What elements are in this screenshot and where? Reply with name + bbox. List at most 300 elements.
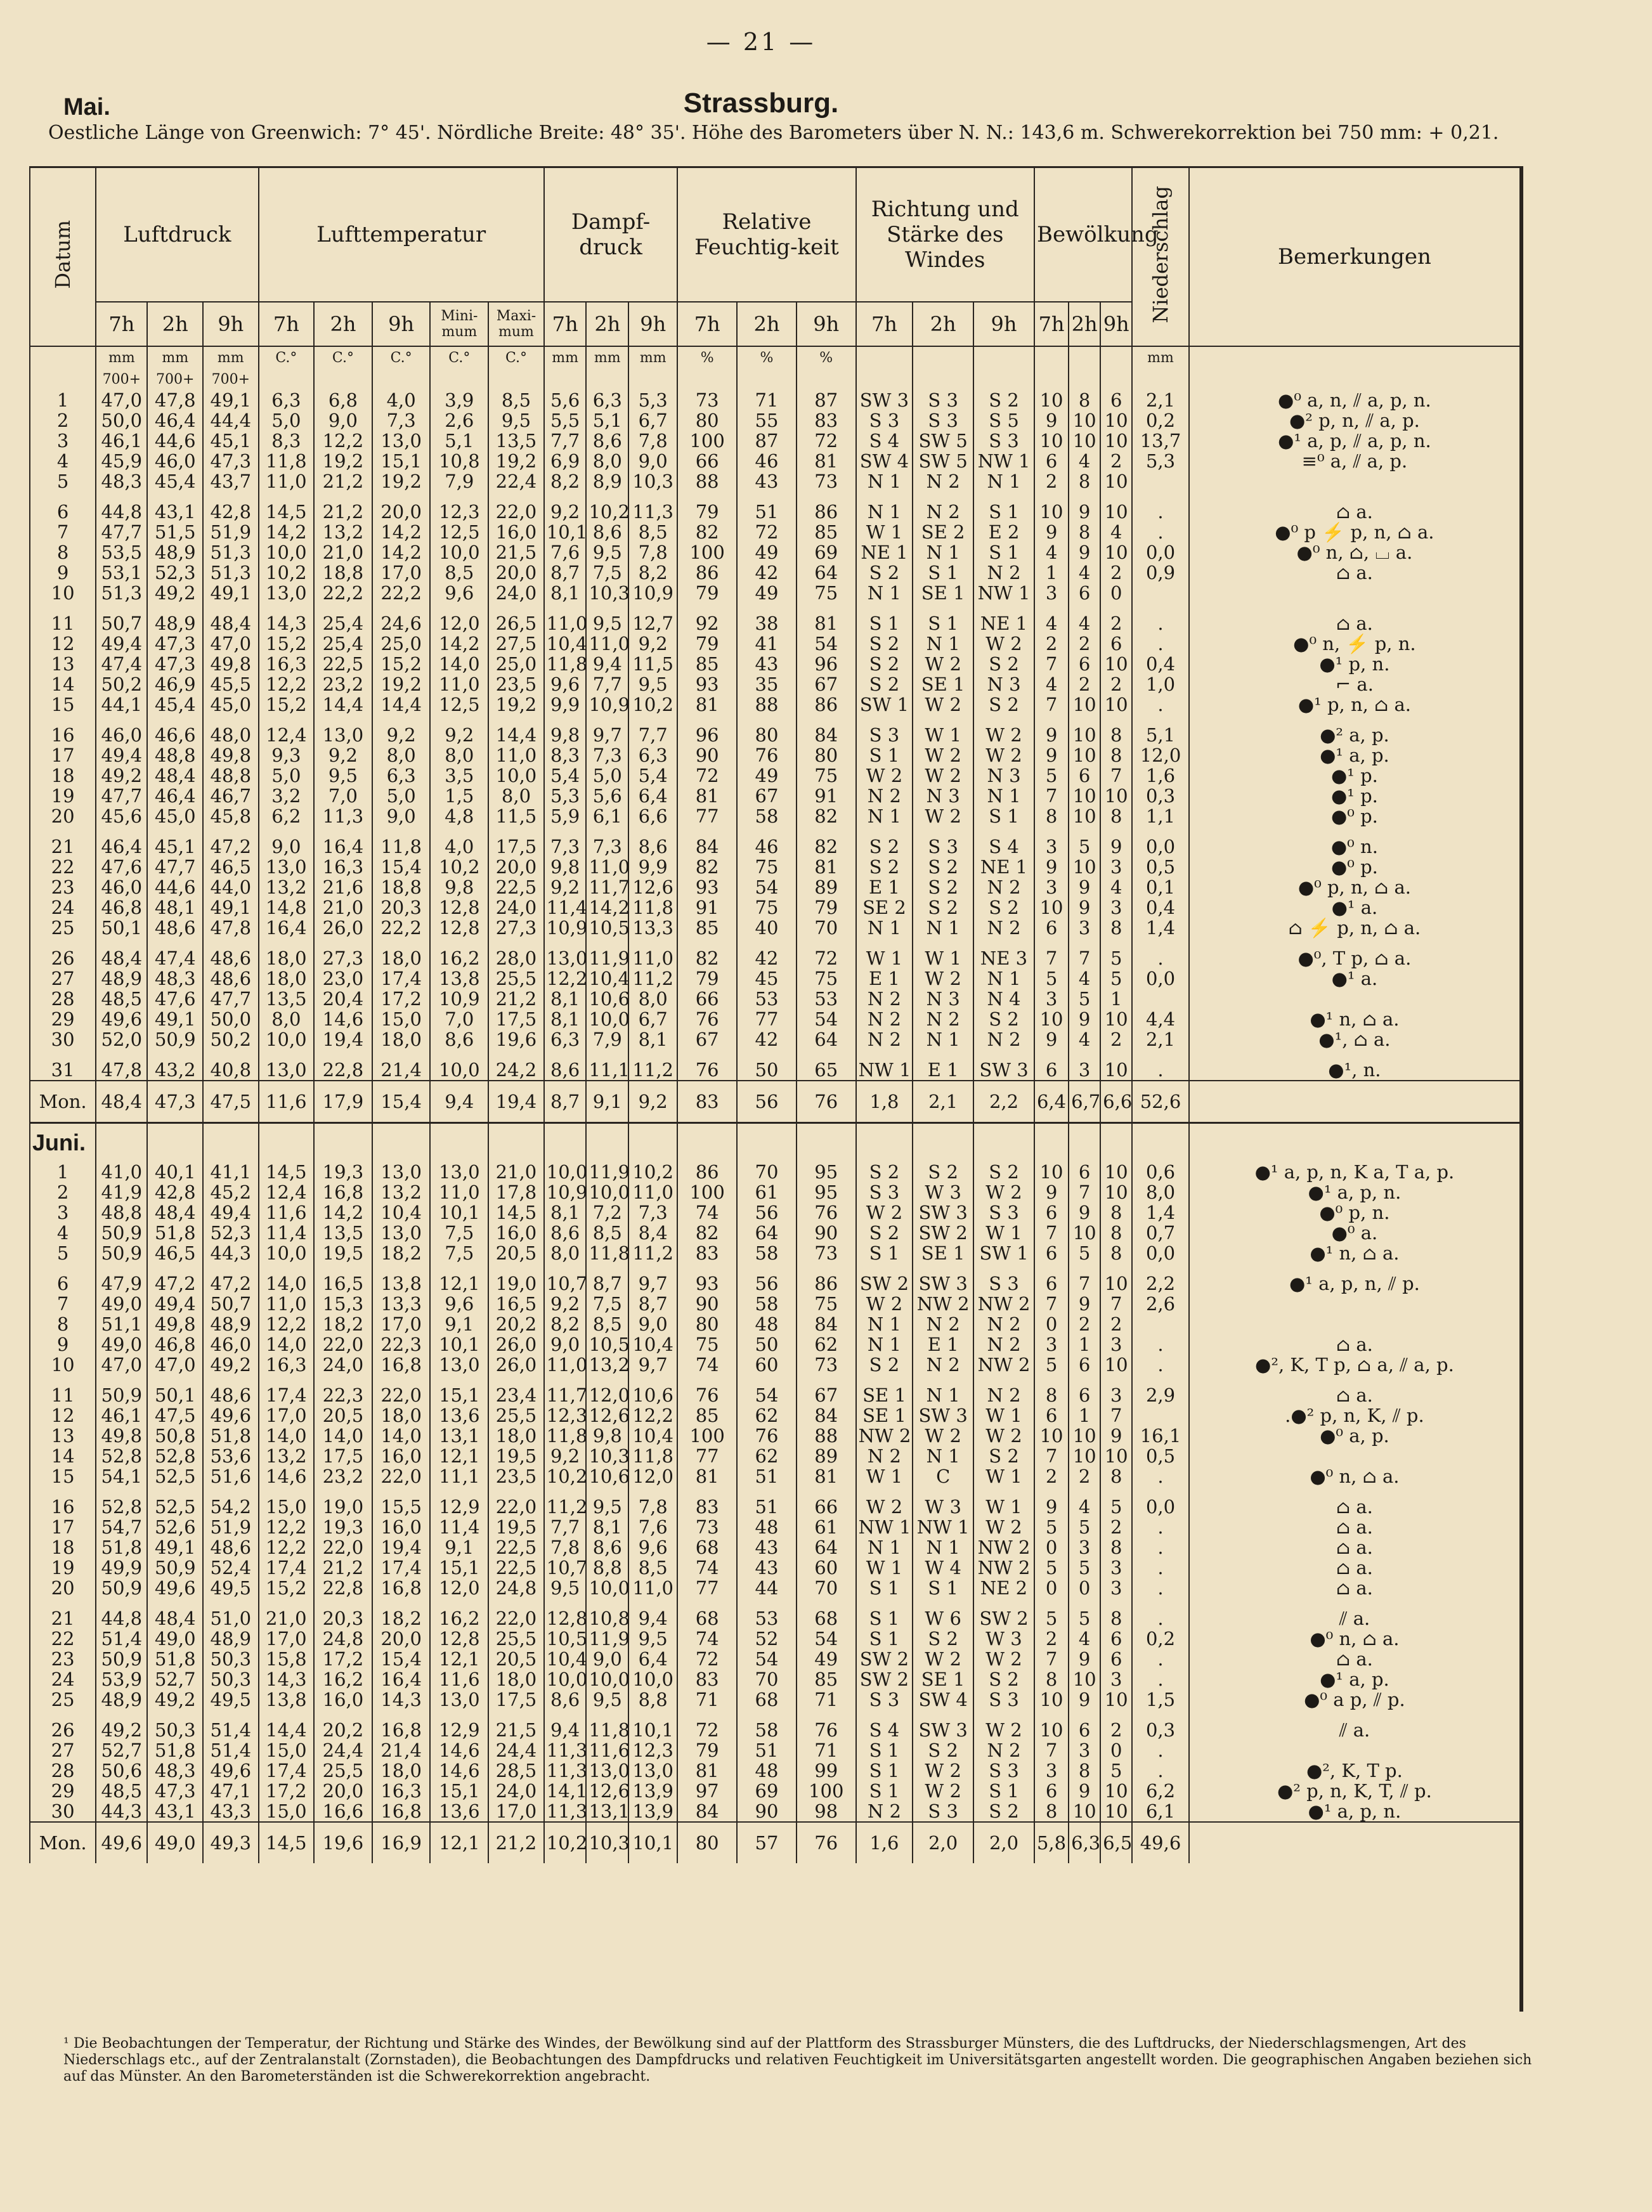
data-cell: 53,9 <box>96 1669 147 1689</box>
data-cell: N 3 <box>913 786 973 806</box>
data-cell: 72 <box>737 522 797 542</box>
data-cell: 24,6 <box>372 613 431 634</box>
data-cell: 8 <box>1100 918 1132 938</box>
data-cell: 20,2 <box>488 1314 544 1334</box>
data-cell: 6,7 <box>628 1009 677 1029</box>
data-cell: S 5 <box>973 410 1034 431</box>
data-cell: 11,9 <box>586 1629 628 1649</box>
data-cell: 24,2 <box>488 1060 544 1081</box>
data-cell: 7 <box>1034 694 1069 715</box>
data-cell: 75 <box>797 968 856 989</box>
data-cell: 14,4 <box>372 694 431 715</box>
data-cell: 52,8 <box>96 1446 147 1466</box>
data-cell: 12,7 <box>628 613 677 634</box>
data-cell: 49,2 <box>203 1355 259 1375</box>
data-cell: 12,8 <box>430 918 488 938</box>
data-cell: 50,9 <box>147 1029 203 1050</box>
data-cell: 66 <box>677 451 737 471</box>
data-cell: W 1 <box>913 948 973 968</box>
data-cell: N 2 <box>973 1314 1034 1334</box>
data-cell: 9,5 <box>586 542 628 563</box>
data-cell: 9 <box>1034 1029 1069 1050</box>
data-cell: 10,1 <box>430 1202 488 1223</box>
data-cell: 83 <box>677 1243 737 1263</box>
data-cell: . <box>1132 1517 1189 1537</box>
data-cell: 49,5 <box>203 1689 259 1710</box>
data-cell: 81 <box>797 613 856 634</box>
data-cell: 8 <box>30 1314 96 1334</box>
data-cell: 2 <box>1034 1629 1069 1649</box>
data-cell: 8 <box>1100 1202 1132 1223</box>
data-cell: 16,6 <box>314 1801 372 1822</box>
data-cell: 11,3 <box>628 502 677 522</box>
data-cell: 8,3 <box>259 431 315 451</box>
data-cell: S 2 <box>973 1009 1034 1029</box>
data-cell: 6 <box>1034 1243 1069 1263</box>
data-cell: 7,6 <box>544 542 587 563</box>
data-cell: 14,5 <box>259 1822 315 1863</box>
data-cell: 18,8 <box>314 563 372 583</box>
data-cell: 8 <box>1100 1537 1132 1558</box>
data-cell: 6,6 <box>628 806 677 826</box>
data-cell: 84 <box>677 836 737 857</box>
data-cell: 2 <box>1069 674 1100 694</box>
data-cell: 6 <box>1100 1629 1132 1649</box>
data-cell: 7 <box>1034 1649 1069 1669</box>
data-cell: 50,9 <box>96 1578 147 1598</box>
data-cell: N 2 <box>913 1355 973 1375</box>
data-cell: 10 <box>1069 1801 1100 1822</box>
data-cell: 21,0 <box>314 542 372 563</box>
data-cell: 4 <box>1069 563 1100 583</box>
table-row <box>30 1801 1519 1822</box>
data-cell: 44,4 <box>203 410 259 431</box>
data-cell: 67 <box>737 786 797 806</box>
data-cell: 19,6 <box>488 1029 544 1050</box>
table-row <box>30 634 1519 654</box>
table-row <box>30 694 1519 715</box>
data-cell: 10,3 <box>628 471 677 491</box>
data-cell: 11,8 <box>544 654 587 674</box>
data-cell: 9 <box>30 1334 96 1355</box>
data-cell: 46 <box>737 451 797 471</box>
data-cell: S 2 <box>973 1162 1034 1182</box>
data-cell: 12,9 <box>430 1497 488 1517</box>
data-cell: 14,5 <box>488 1202 544 1223</box>
data-cell: 4 <box>1069 1029 1100 1050</box>
data-cell: 10,9 <box>544 1182 587 1202</box>
data-cell: 11,6 <box>259 1202 315 1223</box>
data-cell: 48,4 <box>96 1081 147 1123</box>
data-cell: 14,4 <box>488 725 544 745</box>
data-cell: 11 <box>30 613 96 634</box>
data-cell: 13,0 <box>372 1162 431 1182</box>
data-cell: 50,7 <box>96 613 147 634</box>
data-cell: 5 <box>1034 1558 1069 1578</box>
table-row <box>30 1740 1519 1760</box>
data-cell: 46,0 <box>96 877 147 897</box>
data-cell: 82 <box>797 836 856 857</box>
data-cell: 79 <box>677 583 737 603</box>
data-cell: 2 <box>1069 1466 1100 1487</box>
data-cell: 10 <box>1034 897 1069 918</box>
data-cell: 3 <box>1069 1060 1100 1081</box>
data-cell: 11,7 <box>544 1385 587 1405</box>
data-cell: 7,0 <box>314 786 372 806</box>
data-cell: 60 <box>797 1558 856 1578</box>
data-cell: 25,5 <box>314 1760 372 1781</box>
data-cell: 16,3 <box>259 654 315 674</box>
data-cell: 84 <box>797 725 856 745</box>
data-cell: 24,4 <box>488 1740 544 1760</box>
data-cell: 85 <box>677 918 737 938</box>
data-cell: 12,2 <box>259 674 315 694</box>
data-cell: W 2 <box>913 1760 973 1781</box>
data-cell: 52,6 <box>1132 1081 1189 1123</box>
data-cell: 5 <box>1069 989 1100 1009</box>
data-cell: 50,0 <box>96 410 147 431</box>
data-cell: 47,6 <box>96 857 147 877</box>
data-cell: SW 2 <box>856 1273 913 1294</box>
data-cell: 3 <box>1034 836 1069 857</box>
data-cell: 84 <box>677 1801 737 1822</box>
data-cell: N 2 <box>973 1029 1034 1050</box>
data-cell: 10 <box>30 583 96 603</box>
data-cell: 69 <box>737 1781 797 1801</box>
data-cell: 15,0 <box>259 1497 315 1517</box>
data-cell: 19,5 <box>314 1243 372 1263</box>
data-cell: 11 <box>30 1385 96 1405</box>
data-cell: W 2 <box>913 745 973 765</box>
data-cell: 0,7 <box>1132 1223 1189 1243</box>
data-cell: 12,0 <box>430 613 488 634</box>
data-cell: S 4 <box>856 1720 913 1740</box>
data-cell: 9,9 <box>628 857 677 877</box>
data-cell: 10 <box>1100 1446 1132 1466</box>
data-cell: 9,0 <box>544 1334 587 1355</box>
data-cell: 9,8 <box>544 725 587 745</box>
data-cell: 8,8 <box>586 1558 628 1578</box>
data-cell: 49,8 <box>96 1426 147 1446</box>
data-cell: 8,8 <box>628 1689 677 1710</box>
data-cell: 41,9 <box>96 1182 147 1202</box>
data-cell: 9,3 <box>259 745 315 765</box>
remarks-cell <box>1189 1740 1519 1760</box>
data-cell: 88 <box>737 694 797 715</box>
data-cell: 51,8 <box>96 1537 147 1558</box>
remarks-cell: ⌂ a. <box>1189 502 1519 522</box>
data-cell: 43 <box>737 654 797 674</box>
data-cell: 85 <box>797 522 856 542</box>
data-cell: 11,0 <box>544 613 587 634</box>
data-cell: 17,0 <box>488 1801 544 1822</box>
data-cell: 83 <box>677 1081 737 1123</box>
data-cell: 13,0 <box>372 1223 431 1243</box>
data-cell: . <box>1132 1649 1189 1669</box>
data-cell: 82 <box>677 857 737 877</box>
data-cell: 54 <box>737 1649 797 1669</box>
data-cell: 5 <box>1034 1355 1069 1375</box>
unit-mm: mm <box>586 346 628 368</box>
data-cell: 95 <box>797 1182 856 1202</box>
data-cell: N 2 <box>913 1314 973 1334</box>
data-cell: . <box>1132 1466 1189 1487</box>
data-cell: S 2 <box>856 654 913 674</box>
hour-9: 9h <box>1100 302 1132 346</box>
data-cell: NW 2 <box>973 1294 1034 1314</box>
data-cell: 49,6 <box>203 1760 259 1781</box>
data-cell: 50 <box>737 1334 797 1355</box>
data-cell: 43,7 <box>203 471 259 491</box>
data-cell: 11,2 <box>544 1497 587 1517</box>
data-cell: 8,0 <box>628 989 677 1009</box>
data-cell: 9 <box>1069 877 1100 897</box>
data-cell: 5 <box>30 471 96 491</box>
data-cell: 47,0 <box>147 1355 203 1375</box>
data-cell: 11,6 <box>259 1081 315 1123</box>
data-cell: 10 <box>1034 1162 1069 1182</box>
data-cell: 10,9 <box>544 918 587 938</box>
data-cell: 12,6 <box>586 1405 628 1426</box>
data-cell: SW 1 <box>973 1243 1034 1263</box>
data-cell: Mon. <box>30 1822 96 1863</box>
data-cell: 22,5 <box>314 654 372 674</box>
data-cell: W 4 <box>913 1558 973 1578</box>
data-cell: S 3 <box>856 410 913 431</box>
data-cell: 16,2 <box>314 1669 372 1689</box>
data-cell: 0,1 <box>1132 877 1189 897</box>
data-cell: E 1 <box>856 877 913 897</box>
data-cell: S 2 <box>973 390 1034 410</box>
data-cell: S 2 <box>973 1669 1034 1689</box>
data-cell: 10,4 <box>372 1202 431 1223</box>
data-cell: W 1 <box>973 1466 1034 1487</box>
data-cell: 96 <box>677 725 737 745</box>
data-cell: 18 <box>30 765 96 786</box>
data-cell: 20 <box>30 806 96 826</box>
data-cell: 17,2 <box>372 989 431 1009</box>
data-cell: 51,3 <box>203 542 259 563</box>
data-cell: 10,0 <box>430 1060 488 1081</box>
data-cell: 10 <box>1034 431 1069 451</box>
data-cell: 79 <box>797 897 856 918</box>
data-cell: 9,0 <box>628 451 677 471</box>
data-cell: NW 2 <box>973 1537 1034 1558</box>
data-cell: 8 <box>1100 745 1132 765</box>
data-cell: 44,1 <box>96 694 147 715</box>
data-cell: 79 <box>677 968 737 989</box>
table-row <box>30 1314 1519 1334</box>
data-cell: 46,0 <box>147 451 203 471</box>
data-cell: SW 3 <box>913 1720 973 1740</box>
data-cell: 51,3 <box>96 583 147 603</box>
data-cell: 22,3 <box>314 1385 372 1405</box>
data-cell: S 3 <box>913 410 973 431</box>
data-cell: 47,5 <box>203 1081 259 1123</box>
data-cell: 13,2 <box>372 1182 431 1202</box>
data-cell: 20,0 <box>314 1781 372 1801</box>
data-cell: 9,2 <box>544 502 587 522</box>
data-cell: 12,0 <box>430 1578 488 1598</box>
data-cell: 12,0 <box>1132 745 1189 765</box>
data-cell: 49,4 <box>203 1202 259 1223</box>
data-cell: 11,8 <box>259 451 315 471</box>
data-cell: 48,3 <box>147 1760 203 1781</box>
data-cell: S 3 <box>973 1202 1034 1223</box>
data-cell: 3 <box>1034 989 1069 1009</box>
data-cell: 10,0 <box>259 542 315 563</box>
data-cell: 50,3 <box>147 1720 203 1740</box>
data-cell: E 1 <box>913 1060 973 1081</box>
data-cell: 5,0 <box>372 786 431 806</box>
data-cell: 17,0 <box>372 563 431 583</box>
data-cell: 17,2 <box>259 1781 315 1801</box>
data-cell: 4 <box>1034 613 1069 634</box>
data-cell: 19,2 <box>488 451 544 471</box>
table-row <box>30 806 1519 826</box>
data-cell: 45,9 <box>96 451 147 471</box>
data-cell: 29 <box>30 1009 96 1029</box>
data-cell: 8,6 <box>586 1537 628 1558</box>
data-cell: 1,4 <box>1132 918 1189 938</box>
data-cell: W 2 <box>973 1426 1034 1446</box>
data-cell: SW 4 <box>913 1689 973 1710</box>
data-cell: 6,1 <box>586 806 628 826</box>
data-cell: 12,6 <box>586 1781 628 1801</box>
data-cell: . <box>1132 522 1189 542</box>
data-cell: 8,3 <box>544 745 587 765</box>
data-cell: S 1 <box>913 1578 973 1598</box>
data-cell: 16,5 <box>488 1294 544 1314</box>
data-cell: 12,9 <box>430 1720 488 1740</box>
data-cell: 0,4 <box>1132 654 1189 674</box>
data-cell: 76 <box>797 1720 856 1740</box>
data-cell: 42,8 <box>203 502 259 522</box>
data-cell: 8 <box>1069 390 1100 410</box>
data-cell: 21,4 <box>372 1740 431 1760</box>
data-cell: 41 <box>737 634 797 654</box>
data-cell: 52 <box>737 1629 797 1649</box>
data-cell: 50,8 <box>147 1426 203 1446</box>
group-spacer <box>30 1598 1519 1608</box>
data-cell: 6,3 <box>628 745 677 765</box>
data-cell: 19,2 <box>314 451 372 471</box>
data-cell: N 1 <box>973 786 1034 806</box>
data-cell: 8,7 <box>586 1273 628 1294</box>
data-cell: 14,2 <box>586 897 628 918</box>
data-cell: 6 <box>1069 654 1100 674</box>
data-cell: W 2 <box>973 1649 1034 1669</box>
data-cell: 9,5 <box>314 765 372 786</box>
data-cell: 6,5 <box>1100 1822 1132 1863</box>
data-cell: 12,0 <box>628 1466 677 1487</box>
data-cell: W 1 <box>856 1558 913 1578</box>
data-cell: N 2 <box>973 1334 1034 1355</box>
data-cell: SE 1 <box>913 1243 973 1263</box>
data-cell: S 2 <box>856 836 913 857</box>
data-cell: SE 1 <box>913 583 973 603</box>
data-cell: 7,5 <box>430 1223 488 1243</box>
data-cell: 48,1 <box>147 897 203 918</box>
data-cell: 24 <box>30 1669 96 1689</box>
data-cell: W 2 <box>973 745 1034 765</box>
data-cell: 71 <box>797 1689 856 1710</box>
data-cell: S 2 <box>973 1801 1034 1822</box>
data-cell: 47,4 <box>147 948 203 968</box>
data-cell: 14,2 <box>314 1202 372 1223</box>
data-cell: 49,4 <box>96 745 147 765</box>
data-cell: 64 <box>797 563 856 583</box>
data-cell: 3 <box>1034 877 1069 897</box>
remarks-cell <box>1189 583 1519 603</box>
data-cell: 49,1 <box>147 1009 203 1029</box>
data-cell: 26,0 <box>314 918 372 938</box>
data-cell: 80 <box>737 725 797 745</box>
data-cell: 22,5 <box>488 1537 544 1558</box>
data-cell: 2 <box>1100 1720 1132 1740</box>
data-cell: N 2 <box>913 1009 973 1029</box>
data-cell: 86 <box>797 694 856 715</box>
unit-mm: mm <box>203 346 259 368</box>
data-cell: 76 <box>737 1426 797 1446</box>
data-cell: 10,0 <box>259 1243 315 1263</box>
data-cell: 7,7 <box>586 674 628 694</box>
data-cell: 8,7 <box>628 1294 677 1314</box>
data-cell: 73 <box>677 390 737 410</box>
data-cell: 16,8 <box>372 1801 431 1822</box>
data-cell: 6 <box>1069 1720 1100 1740</box>
data-cell: 89 <box>797 877 856 897</box>
data-cell: 13,8 <box>372 1273 431 1294</box>
data-cell: 72 <box>677 1720 737 1740</box>
data-cell: N 2 <box>913 471 973 491</box>
data-cell: 0,0 <box>1132 1497 1189 1517</box>
data-cell: 54 <box>737 877 797 897</box>
data-cell: 19,2 <box>488 694 544 715</box>
data-cell: 8 <box>1100 1608 1132 1629</box>
data-cell: 10,3 <box>586 1446 628 1466</box>
data-cell: NE 1 <box>973 613 1034 634</box>
remarks-cell: ●⁰ n, ⌂, ⌴ a. <box>1189 542 1519 563</box>
data-cell: 11,8 <box>628 897 677 918</box>
data-cell: 27 <box>30 1740 96 1760</box>
data-cell: 49,8 <box>147 1314 203 1334</box>
data-cell: 71 <box>677 1689 737 1710</box>
group-spacer <box>30 1050 1519 1060</box>
unit-700: 700+ <box>147 368 203 390</box>
table-row <box>30 1243 1519 1263</box>
data-cell: 12,5 <box>430 694 488 715</box>
header-wind: Richtung und Stärke des Windes <box>856 167 1034 303</box>
data-cell: 71 <box>737 390 797 410</box>
data-cell: S 2 <box>973 654 1034 674</box>
data-cell: 50,0 <box>203 1009 259 1029</box>
data-cell: 9 <box>1069 1009 1100 1029</box>
data-cell: 10 <box>1069 1426 1100 1446</box>
data-cell: 8 <box>1034 806 1069 826</box>
data-cell: 35 <box>737 674 797 694</box>
data-cell: 66 <box>677 989 737 1009</box>
data-cell: W 1 <box>973 1223 1034 1243</box>
data-cell: 6,2 <box>259 806 315 826</box>
data-cell: 18 <box>30 1537 96 1558</box>
data-cell: 76 <box>797 1822 856 1863</box>
data-cell: 22,2 <box>314 583 372 603</box>
data-cell: 2,6 <box>1132 1294 1189 1314</box>
data-cell: 23 <box>30 877 96 897</box>
data-cell: W 2 <box>856 1294 913 1314</box>
data-cell: 12 <box>30 1405 96 1426</box>
